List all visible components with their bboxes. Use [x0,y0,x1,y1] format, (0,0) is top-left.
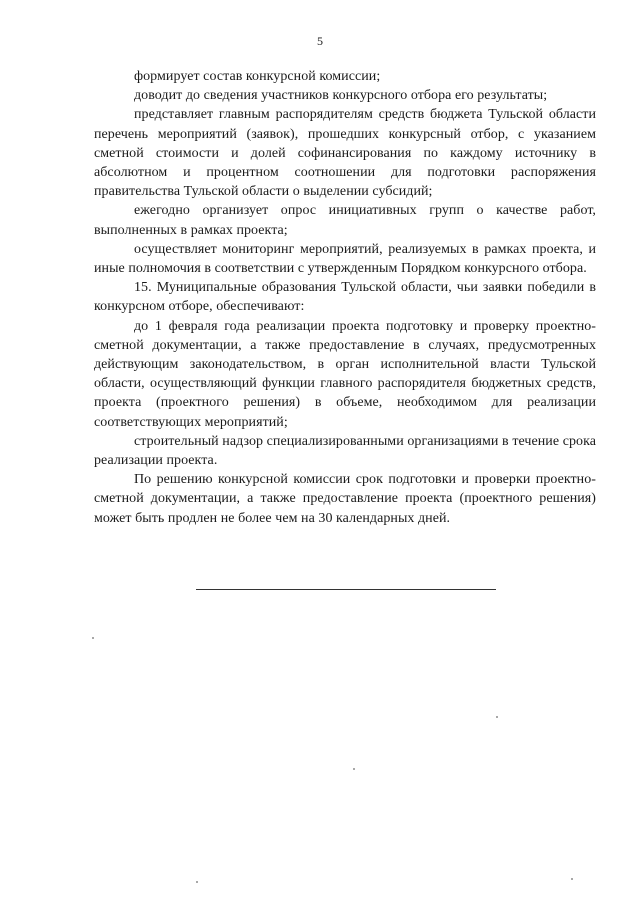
scan-speck [353,768,355,770]
paragraph-design-documentation: до 1 февраля года реализации проекта подготовку и проверку проектно-сметной документации, а также предоставление в случаях, предусмотренных действующим законодательством, в орган исполнительной власти Тульской области, осуществляющий функции главного распорядителя бюджетных средств, проекта (проектного решения) в объеме, необходимом для реализации соответствующих мероприятий; [94,318,596,430]
scan-speck [496,716,498,718]
closing-rule [196,589,496,590]
paragraph-form-commission: формирует состав конкурсной комиссии; [134,69,381,84]
paragraph-construction-supervision: строительный надзор специализированными организациями в течение срока реализации проекта. [94,433,596,469]
paragraph-notify-participants: доводит до сведения участников конкурсного отбора его результаты; [134,88,548,104]
scan-speck [92,637,94,639]
paragraph-submit-list: представляет главным распорядителям средств бюджета Тульской области перечень мероприятий (заявок), прошедших конкурсный отбор, с указанием сметной стоимости и долей софинансирования по каждому источнику в абсолютном и процентном соотношении для подготовки распоряжения правительства Тульской области о выделении субсидий; [94,107,596,200]
body-text [94,67,596,528]
paragraph-item-15: 15. Муниципальные образования Тульской области, чьи заявки победили в конкурсном отборе, обеспечивают: [94,280,596,315]
scan-speck [196,881,198,883]
scan-speck [571,878,573,880]
page-number: 5 [317,34,323,48]
paragraph-monitoring: осуществляет мониторинг мероприятий, реализуемых в рамках проекта, и иные полномочия в соответствии с утвержденным Порядком конкурсного отбора. [94,241,596,277]
paragraph-deadline-extension: По решению конкурсной комиссии срок подготовки и проверки проектно-сметной документации, а также предоставление проекта (проектного решения) может быть продлен не более чем на 30 календарных дней. [94,472,596,526]
paragraph-annual-survey: ежегодно организует опрос инициативных групп о качестве работ, выполненных в рамках проекта; [94,203,596,238]
